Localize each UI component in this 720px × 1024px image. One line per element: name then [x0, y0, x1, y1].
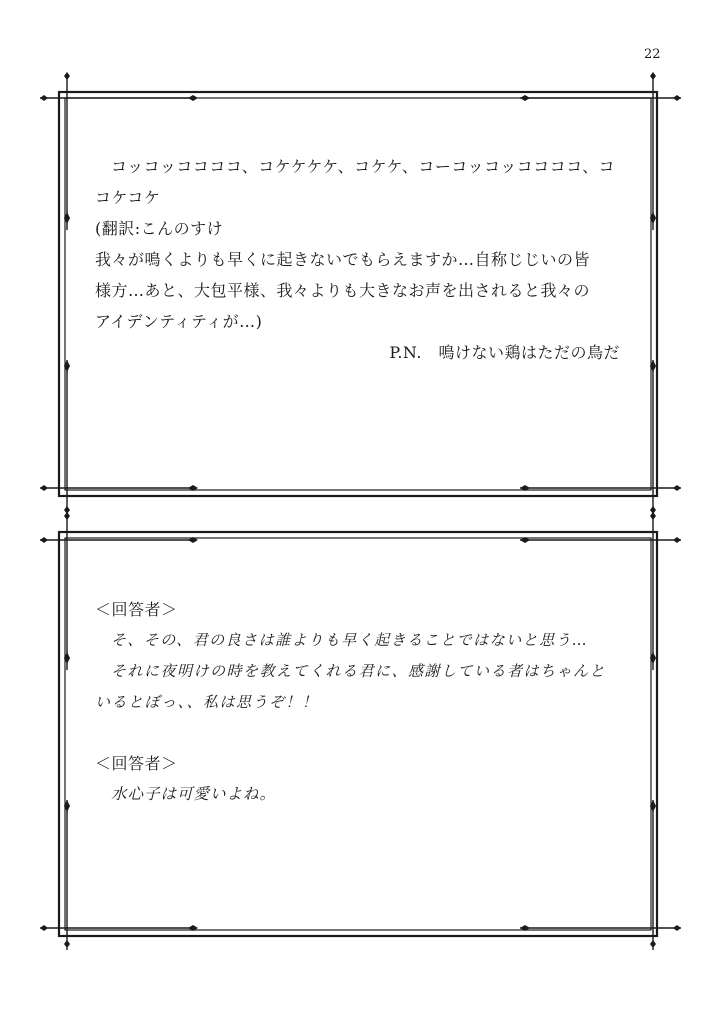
letter-text	[95, 151, 620, 368]
answer-block	[95, 748, 635, 810]
letter-line: 様方…あと、大包平様、我々よりも大きなお声を出されると我々の	[95, 281, 591, 300]
answer-line: それに夜明けの時を教えてくれる君に、感謝している者はちゃんと	[111, 662, 607, 680]
letter-line: コッコッココココ、コケケケケ、コケケ、コーコッコッココココ、コ	[111, 157, 616, 176]
letter-line: 我々が鳴くよりも早くに起きないでもらえますか…自称じじいの皆	[95, 250, 591, 269]
responder-label: ＜回答者＞	[95, 754, 178, 773]
pen-name-signature: P.N. 鳴けない鶏はただの鳥だ	[389, 343, 620, 362]
answer-line: いるとぼっ、、私は思うぞ！！	[95, 693, 319, 711]
answer-line: 水心子は可愛いよね。	[111, 785, 277, 803]
letter-line: アイデンティティが…)	[95, 312, 263, 331]
ornamental-border	[36, 510, 686, 960]
letter-line: (翻訳:こんのすけ	[95, 219, 224, 238]
letter-line: コケコケ	[95, 188, 161, 207]
answer-block	[95, 594, 635, 718]
page-number: 22	[644, 47, 661, 62]
answer-frame	[36, 510, 686, 960]
answer-line: そ、その、君の良さは誰よりも早く起きることではないと思う…	[111, 631, 589, 649]
responder-label: ＜回答者＞	[95, 600, 178, 619]
